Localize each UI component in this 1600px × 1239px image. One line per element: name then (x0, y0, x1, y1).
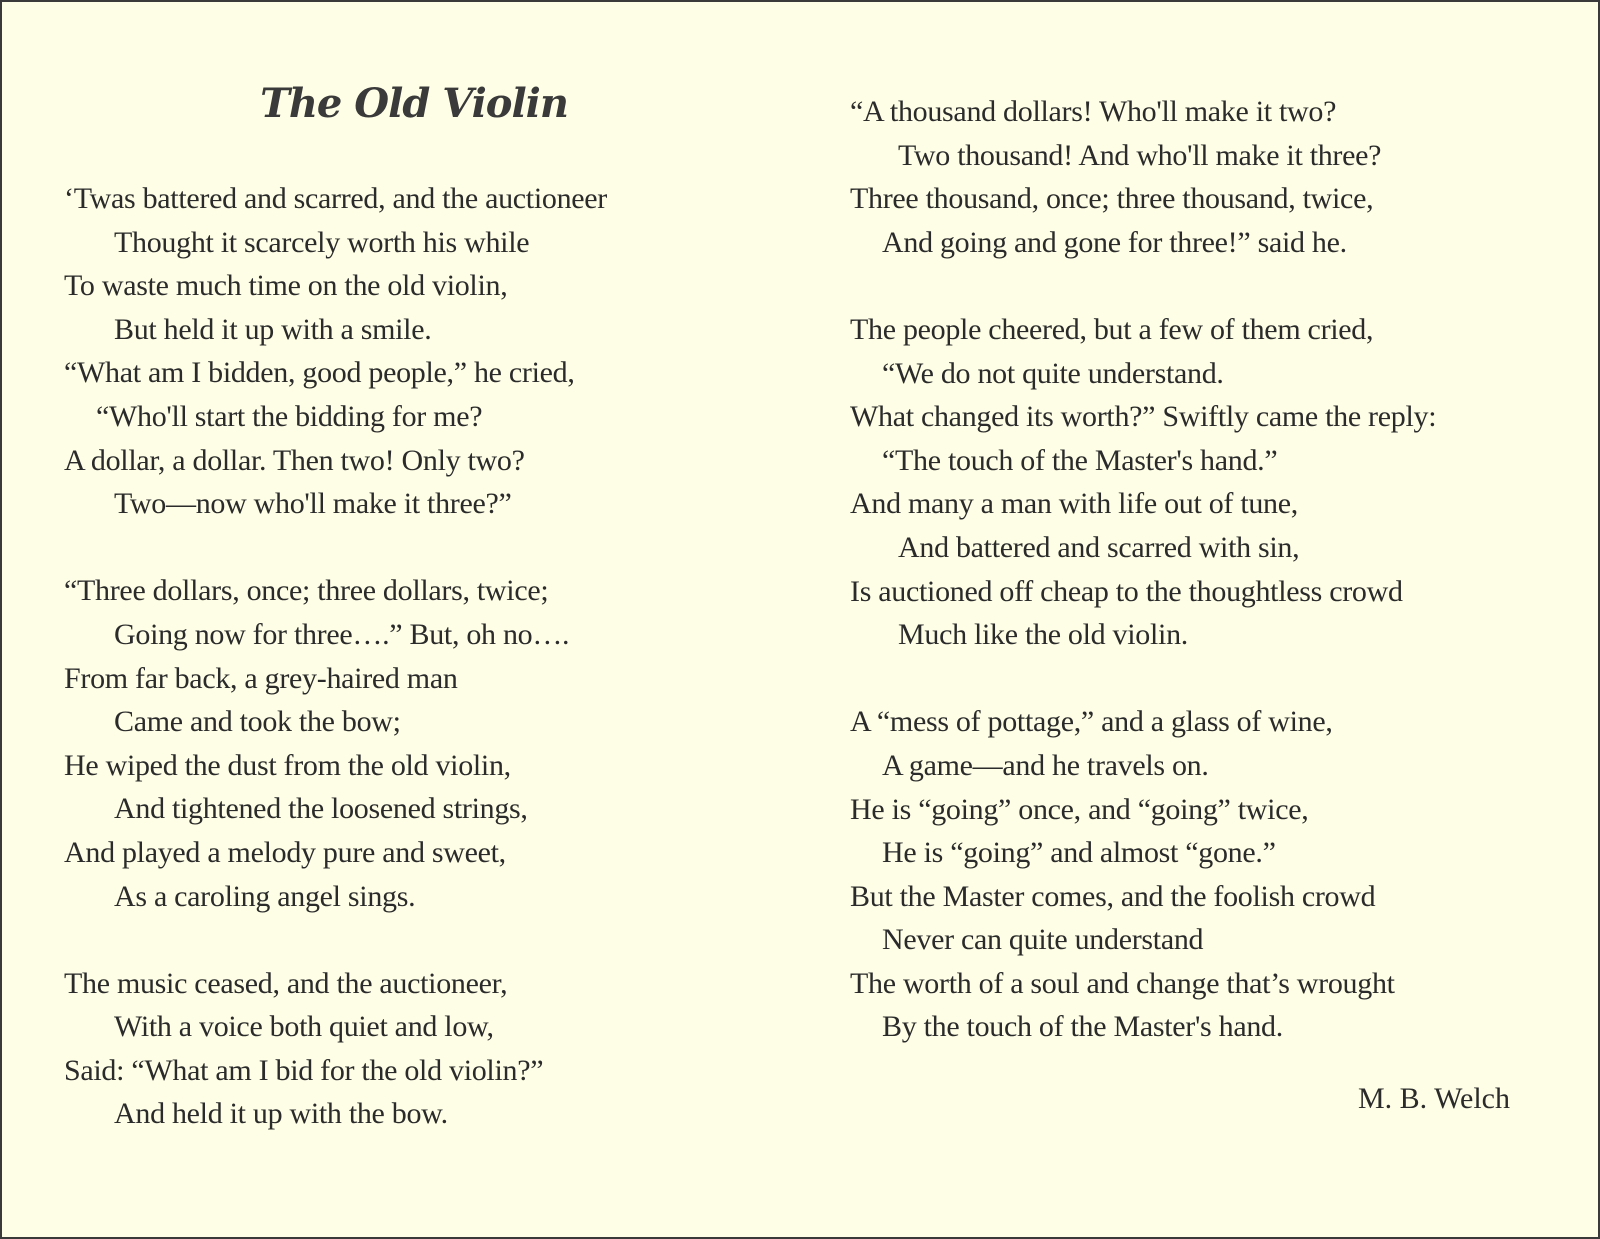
poem-line: As a caroling angel sings. (114, 879, 416, 913)
poem-line: He wiped the dust from the old violin, (64, 748, 511, 782)
poem-line: And battered and scarred with sin, (898, 530, 1300, 564)
poem-title: The Old Violin (260, 80, 568, 127)
poem-line: And many a man with life out of tune, (850, 487, 1298, 521)
poem-line: And held it up with the bow. (114, 1097, 448, 1131)
stanza (850, 308, 1570, 657)
stanza-break (64, 526, 784, 570)
poem-author: M. B. Welch (1357, 1082, 1510, 1115)
poem-line: “What am I bidden, good people,” he cried, (64, 356, 575, 390)
poem-line: A “mess of pottage,” and a glass of wine, (850, 705, 1333, 739)
poem-line: And played a melody pure and sweet, (64, 835, 506, 869)
poem-line: To waste much time on the old violin, (64, 269, 508, 303)
poem-line: But the Master comes, and the foolish crowd (850, 879, 1376, 913)
poem-line: With a voice both quiet and low, (114, 1010, 494, 1044)
poem-line: The worth of a soul and change that’s wrought (850, 966, 1395, 1000)
stanza (850, 700, 1570, 1049)
poem-line: Going now for three….” But, oh no…. (114, 617, 570, 651)
poem-line: Much like the old violin. (898, 618, 1188, 652)
poem-line: A dollar, a dollar. Then two! Only two? (64, 443, 525, 477)
poem-line: A game—and he travels on. (882, 748, 1209, 782)
poem-line: Came and took the bow; (114, 705, 401, 739)
stanza (64, 569, 784, 918)
poem-line: Said: “What am I bid for the old violin?” (64, 1053, 544, 1087)
poem-line: He is “going” once, and “going” twice, (850, 792, 1309, 826)
poem-line: But held it up with a smile. (114, 312, 432, 346)
poem-line: “Three dollars, once; three dollars, twice; (64, 574, 549, 608)
poem-line: ‘Twas battered and scarred, and the auctioneer (64, 182, 607, 215)
stanza (850, 90, 1570, 264)
poem-line: “Who'll start the bidding for me? (96, 399, 483, 433)
poem-line: Three thousand, once; three thousand, twice, (850, 182, 1374, 216)
poem-line: Two thousand! And who'll make it three? (898, 138, 1382, 172)
stanza-break (850, 264, 1570, 308)
poem-line: “We do not quite understand. (882, 356, 1224, 390)
poem-line: By the touch of the Master's hand. (882, 1010, 1283, 1044)
poem-line: And going and gone for three!” said he. (882, 225, 1347, 259)
poem-line: And tightened the loosened strings, (114, 792, 528, 826)
poem-line: The music ceased, and the auctioneer, (64, 966, 508, 1000)
poem-line: He is “going” and almost “gone.” (882, 836, 1276, 870)
poem-line: Never can quite understand (882, 923, 1204, 957)
poem-line: “The touch of the Master's hand.” (882, 443, 1278, 477)
poem-line: “A thousand dollars! Who'll make it two? (850, 95, 1337, 128)
stanza (64, 962, 784, 1136)
stanza-break (850, 657, 1570, 701)
poem-line: The people cheered, but a few of them cried, (850, 312, 1374, 346)
poem-line: Thought it scarcely worth his while (114, 225, 530, 259)
poem-line: From far back, a grey-haired man (64, 661, 458, 695)
stanza-break (64, 918, 784, 962)
stanza (64, 177, 784, 526)
right-column (850, 90, 1570, 1049)
poem-line: What changed its worth?” Swiftly came the reply: (850, 400, 1437, 434)
poem-line: Two—now who'll make it three?” (114, 487, 512, 521)
left-column (64, 177, 784, 1136)
poem-line: Is auctioned off cheap to the thoughtless crowd (850, 574, 1403, 608)
